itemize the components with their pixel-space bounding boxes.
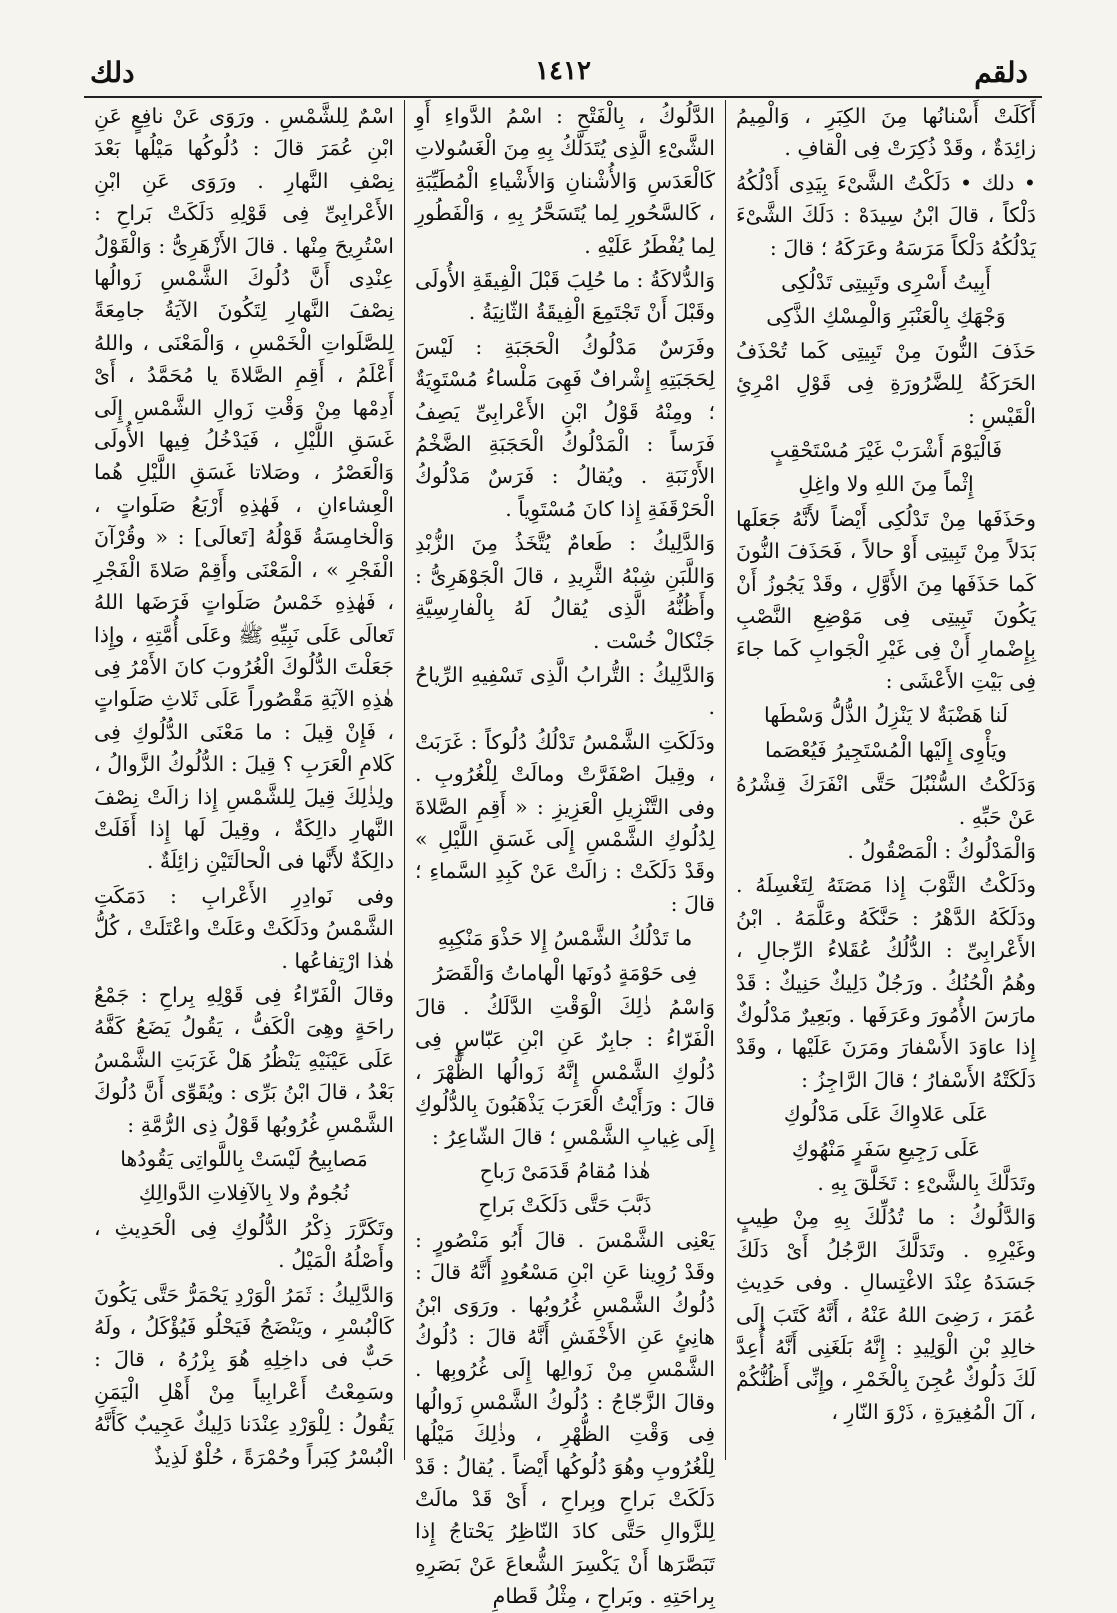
paragraph: وفَرَسٌ مَدْلُوكُ الْحَجَبَةِ : لَيْسَ لِحَجَبَتِهِ إِشْرافٌ فَهِىَ مَلْساءُ مُسْتَوِيَةٌ ؛ ومِنْهُ قَوْلُ ابْنِ الأَعْرابِىِّ يَصِفُ فَرَساً : الْمَدْلُوكُ الْحَجَبَةِ الضَّخْمُ الأَرْنَبَةِ . ويُقالُ : فَرَسٌ مَدْلُوكُ الْحَرْقَفَةِ إِذا كانَ مُسْتَوِياً . [415, 334, 715, 521]
paragraph: يَعْنِى الشَّمْسَ . قالَ أَبُو مَنْصُورٍ : وقَدْ رُوِينا عَنِ ابْنِ مَسْعُودٍ أَنَّهُ قالَ : دُلُوكُ الشَّمْسِ غُرُوبُها . ورَوَى ابْنُ هانِئٍ عَنِ الأَخْفَشِ أَنَّهُ قالَ : دُلُوكُ الشَّمْسِ مِنْ زَوالِها إِلَى غُرُوبِها . وقالَ الزَّجّاجُ : دُلُوكُ الشَّمْسِ زَوالُها فِى وَقْتِ الظُّهْرِ ، وذٰلِكَ مَيْلُها لِلْغُرُوبِ وهُوَ دُلُوكُها أَيْضاً . يُقالُ : قَدْ دَلَكَتْ بَراحِ وبِراحِ ، أَىْ قَدْ مالَتْ لِلزَّوالِ حَتَّى كادَ النّاظِرُ يَحْتاجُ إِذا تَبَصَّرَها أَنْ يَكْسِرَ الشُّعاعَ عَنْ بَصَرِهِ بِراحَتِهِ . وبَراحِ ، مِثْلُ قَطامِ [415, 1227, 715, 1609]
paragraph: وفى نَوادِرِ الأَعْرابِ : دَمَكَتِ الشَّمْسُ ودَلَكَتْ وعَلَتْ واعْتَلَتْ ، كُلُّ هٰذا ارْتِفاعُها . [94, 883, 394, 973]
paragraph: وَدَلَكْتُ السُّنْبُلَ حَتَّى انْفَرَكَ قِشْرُهُ عَنْ حَبِّهِ . [736, 772, 1036, 829]
verse-line: فَالْيَوْمَ أَشْرَبْ غَيْرَ مُسْتَحْقِبٍ [769, 438, 1003, 463]
paragraph: وَاسْمُ ذٰلِكَ الْوَقْتِ الدَّلَكُ . قالَ الْفَرّاءُ : جابِرٌ عَنِ ابْنِ عَبّاسٍ فِى دُلُوكِ الشَّمْسِ إِنَّهُ زَوالُها الظُّهْرَ ، قالَ : ورَأَيْتُ الْعَرَبَ يَذْهَبُونَ بِالدُّلُوكِ إِلَى غِيابِ الشَّمْسِ ؛ قالَ الشّاعِرُ : [415, 994, 715, 1149]
verse-line: عَلَى عَلاوِاكَ عَلَى مَدْلُوكِ [783, 1102, 989, 1127]
paragraph: وحَذَفَها مِنْ تَدْلُكِى أَيْضاً لأَنَّهُ جَعَلَها بَدَلاً مِنْ تَبِيتِى أَوْ حالاً ، فَحَذَفَ النُّونَ كَما حَذَفَها مِنَ الأَوَّلِ ، وقَدْ يَجُوزُ أَنْ يَكُونَ تَبِيتِى فِى مَوْضِعِ النَّصْبِ بِإِضْمارِ أَنْ فِى غَيْرِ الْجَوابِ كَما جاءَ فِى بَيْتِ الأَعْشَى : [736, 506, 1036, 693]
paragraph: ودَلَكَتِ الشَّمْسُ تَدْلُكُ دُلُوكاً : غَرَبَتْ ، وقِيلَ اصْفَرَّتْ ومالَتْ لِلْغُرُوبِ . وفى التَّنْزِيلِ الْعَزِيزِ : « أَقِمِ الصَّلاةَ لِدُلُوكِ الشَّمْسِ إِلَى غَسَقِ اللَّيْلِ » وقَدْ دَلَكَتْ : زالَتْ عَنْ كَبِدِ السَّماءِ ؛ قالَ : [415, 729, 715, 916]
verse-line: مَصابِيحُ لَيْسَتْ بِاللَّواتِى يَقُودُها [120, 1147, 368, 1171]
verse-line: ويَأْوِى إِلَيْها الْمُسْتَجِيرُ فَيُعْصَما [765, 737, 1007, 762]
verse-line: أَبِيتُ أَسْرِى وتَبِيتِى تَدْلُكِى [781, 270, 991, 295]
text-columns [84, 100, 1046, 1609]
paragraph: اسْمٌ لِلشَّمْسِ . ورَوَى عَنْ نافِعٍ عَنِ ابْنِ عُمَرَ قالَ : دُلُوكُها مَيْلُها بَعْدَ نِصْفِ النَّهارِ . ورَوَى عَنِ ابْنِ الأَعْرابِىِّ فِى قَوْلِهِ دَلَكَتْ بَراحِ : اسْتُرِيحَ مِنْها . قالَ الأَزْهَرِىُّ : وَالْقَوْلُ عِنْدِى أَنَّ دُلُوكَ الشَّمْسِ زَوالُها نِصْفَ النَّهارِ لِتَكُونَ الآيَةُ جامِعَةً لِلصَّلَواتِ الْخَمْسِ ، وَالْمَعْنَى ، واللهُ أَعْلَمُ ، أَقِمِ الصَّلاةَ يا مُحَمَّدُ ، أَىْ أَدِمْها مِنْ وَقْتِ زَوالِ الشَّمْسِ إِلَى غَسَقِ اللَّيْلِ ، فَيَدْخُلُ فِيها الأُولَى وَالْعَصْرُ ، وصَلاتا غَسَقِ اللَّيْلِ هُما الْعِشاءانِ ، فَهٰذِهِ أَرْبَعُ صَلَواتٍ ، وَالْخامِسَةُ قَوْلُهُ [تَعالَى] : « وقُرْآنَ الْفَجْرِ » ، الْمَعْنَى وأَقِمْ صَلاةَ الْفَجْرِ ، فَهٰذِهِ خَمْسُ صَلَواتٍ فَرَضَها اللهُ تَعالَى عَلَى نَبِيِّهِ ﷺ وعَلَى أُمَّتِهِ ، وإِذا جَعَلْتَ الدُّلُوكَ الْغُرُوبَ كانَ الأَمْرُ فِى هٰذِهِ الآيَةِ مَقْصُوراً عَلَى ثَلاثِ صَلَواتٍ ، فَإِنْ قِيلَ : ما مَعْنَى الدُّلُوكِ فِى كَلامِ الْعَرَبِ ؟ قِيلَ : الدُّلُوكُ الزَّوالُ ، ولِذٰلِكَ قِيلَ لِلشَّمْسِ إِذا زالَتْ نِصْفَ النَّهارِ دالِكَةٌ ، وقِيلَ لَها إِذا أَفَلَتْ دالِكَةٌ لأَنَّها فى الْحالَتَيْنِ زائِلَةٌ . [94, 104, 394, 874]
paragraph: وقالَ الْفَرّاءُ فِى قَوْلِهِ بِراحِ : جَمْعُ راحَةٍ وهِىَ الْكَفُّ ، يَقُولُ يَضَعُ كَفَّهُ عَلَى عَيْنَيْهِ يَنْظُرُ هَلْ غَرَبَتِ الشَّمْسُ بَعْدُ ، قالَ ابْنُ بَرِّى : ويُقَوِّى أَنَّ دُلُوكَ الشَّمْسِ غُرُوبُها قَوْلُ ذِى الرُّمَّةِ : [94, 982, 394, 1137]
verse-line: نُجُومٌ ولا بِالآفِلاتِ الدَّوالِكِ [138, 1181, 350, 1206]
verse-line: هٰذا مُقامُ قَدَمَىْ رَباحِ [479, 1159, 651, 1183]
verse-line: إِثْماً مِنَ اللهِ ولا واغِلِ [798, 472, 974, 497]
column-left [84, 100, 404, 1469]
verse-line: ما تَدْلُكُ الشَّمْسُ إِلا حَذْوَ مَنْكِبِهِ [437, 926, 693, 951]
running-head-right: دلقم [974, 56, 1028, 89]
verse-line: ذَبَّبَ حَتَّى دَلَكَتْ بَراحِ [478, 1193, 652, 1218]
paragraph: أَكَلَتْ أَسْنانُها مِنَ الكِبَرِ ، وَالْمِيمُ زائِدَةٌ ، وقَدْ ذُكِرَتْ فِى الْقافِ . [736, 104, 1036, 161]
paragraph: وَالدَّلِيكُ : التُّرابُ الَّذِى تَسْفِيهِ الرِّياحُ . [415, 662, 715, 720]
verse-line: لَنا هَضْبَةٌ لا يَنْزِلُ الذُّلُّ وَسْطَها [764, 703, 1008, 728]
verse-line: فِى حَوْمَةٍ دُونَها الْهاماتُ وَالْقَصَرُ [432, 960, 698, 985]
paragraph: وتَكَرَّرَ ذِكْرُ الدُّلُوكِ فِى الْحَدِيثِ ، وأَصْلُهُ الْمَيْلُ . [94, 1215, 394, 1273]
paragraph: وَالدُّلاكَةُ : ما حُلِبَ قَبْلَ الْفِيقَةِ الأُولَى وقَبْلَ أَنْ تَجْتَمِعَ الْفِيقَةُ الثّانِيَةُ . [415, 268, 715, 325]
page-header [84, 52, 1042, 98]
paragraph: • دلك • دَلَكْتُ الشَّىْءَ بِيَدِى أَدْلُكُهُ دَلْكاً ، قالَ ابْنُ سِيدَهْ : دَلَكَ الشَّىْءَ يَدْلُكُهُ دَلْكاً مَرَسَهُ وعَرَكَهُ ؛ قالَ : [736, 170, 1036, 260]
paragraph: حَذَفَ النُّونَ مِنْ تَبِيتِى كَما تُحْذَفُ الحَرَكَةُ لِلضَّرُورَةِ فِى قَوْلِ امْرِئِ الْقَيْسِ : [736, 338, 1036, 428]
verse-line: وَجْهَكِ بِالْعَنْبَرِ وَالْمِسْكِ الذَّكِى [766, 304, 1006, 329]
column-middle [405, 100, 725, 1609]
verse-line: عَلَى رَجِيعِ سَفَرٍ مَنْهُوكِ [791, 1136, 981, 1161]
paragraph: وَالْمَدْلُوكُ : الْمَصْقُولُ . [847, 838, 1036, 863]
paragraph: وَالدَّلِيكُ : طَعامٌ يُتَّخَذُ مِنَ الزُّبْدِ وَاللَّبَنِ شِبْهُ الثَّرِيدِ ، قالَ الْجَوْهَرِىُّ : وأَظُنُّهُ الَّذِى يُقالُ لَهُ بِالْفارِسِيَّةِ جَنْكالْ خُسْت . [415, 531, 715, 653]
paragraph: وَالدَّلُوكُ : ما تُدُلِّكَ بِهِ مِنْ طِيبٍ وغَيْرِهِ . وتَدَلَّكَ الرَّجُلُ أَىْ دَلَكَ جَسَدَهُ عِنْدَ الاغْتِسالِ . وفى حَدِيثِ عُمَرَ ، رَضِىَ اللهُ عَنْهُ ، أَنَّهُ كَتَبَ إِلَى خالِدِ بْنِ الْوَلِيدِ : إِنَّهُ بَلَغَنِى أَنَّهُ أُعِدَّ لَكَ دَلُوكٌ عُجِنَ بِالْخَمْرِ ، وإِنِّى أَظُنُّكُمْ ، آلَ الْمُغِيرَةِ ، ذَرْوَ النّارِ ، [736, 1205, 1036, 1424]
page-number: ١٤١٢ [535, 56, 591, 86]
paragraph: ودَلَكْتُ الثَّوْبَ إِذا مَصَتَهُ لِتَغْسِلَهُ . ودَلَكَهُ الدَّهْرُ : حَنَّكَهُ وعَلَّمَهُ . ابْنُ الأَعْرابِىِّ : الدُّلُكُ عُقَلاءُ الرِّجالِ ، وهُمُ الْحُنُكُ . ورَجُلٌ دَلِيكٌ حَنِيكٌ : قَدْ مارَسَ الأُمُورَ وعَرَفَها . وبَعِيرٌ مَدْلُوكٌ إِذا عاوَدَ الأَسْفارَ ومَرَنَ عَلَيْها ، وقَدْ دَلَكَتْهُ الأَسْفارُ ؛ قالَ الرَّاجِزُ : [736, 873, 1036, 1092]
column-right [726, 100, 1046, 1460]
paragraph: وتَدَلَّكَ بِالشَّىْءِ : تَخَلَّقَ بِهِ . [817, 1171, 1036, 1195]
paragraph: وَالدَّلِيكُ : ثَمَرُ الْوَرْدِ يَحْمَرُّ حَتَّى يَكُونَ كَالْبُسْرِ ، ويَنْضَجُ فَيَحْلُو فَيُؤْكَلُ ، ولَهُ حَبٌّ فى داخِلِهِ هُوَ بِزْرُهُ ، قالَ : وسَمِعْتُ أَعْرابِياً مِنْ أَهْلِ الْيَمَنِ يَقُولُ : لِلْوَرْدِ عِنْدَنا دَلِيكٌ عَجِيبٌ كَأَنَّهُ الْبُسْرُ كِبَراً وحُمْرَةً ، حُلْوٌ لَذِيذٌ [94, 1282, 394, 1469]
running-head-left: دلك [90, 56, 135, 89]
paragraph: الدَّلُوكُ ، بِالْفَتْحِ : اسْمُ الدَّواءِ أَوِ الشَّىْءِ الَّذِى يُتَدَلَّكُ بِهِ مِنَ الْغَسُولاتِ كَالْعَدَسِ وَالأُشْنانِ وَالأَشْياءِ الْمُطَيِّبَةِ ، كَالسَّحُورِ لِما يُتَسَحَّرُ بِهِ ، وَالْفَطُورِ لِما يُفْطَرُ عَلَيْهِ . [415, 104, 715, 258]
